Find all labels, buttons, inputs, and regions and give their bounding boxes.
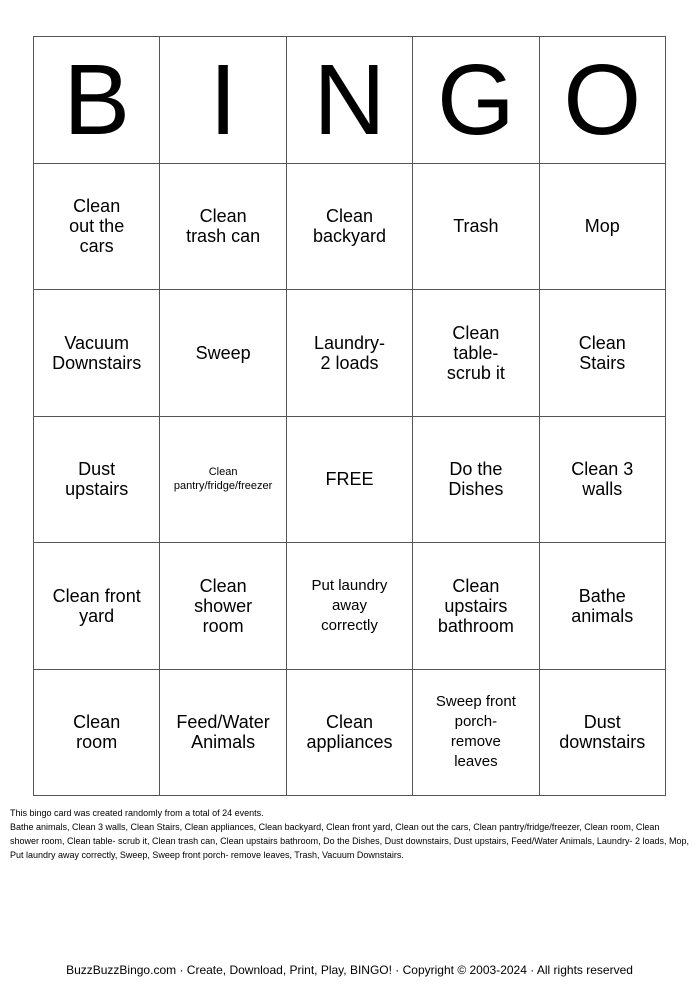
cell-label: Do the Dishes: [448, 459, 504, 500]
cell-label: Bathe animals: [571, 585, 634, 626]
bingo-cell: [287, 543, 413, 670]
bingo-cell: [540, 290, 666, 417]
cell-label: Mop: [584, 216, 620, 237]
header-g: G: [413, 37, 539, 164]
cell-label: Clean appliances: [306, 712, 393, 753]
bingo-cell: [287, 670, 413, 797]
header-n: N: [287, 37, 413, 164]
site-footer: BuzzBuzzBingo.com · Create, Download, Print, Play, BINGO! · Copyright © 2003-2024 · All rights reserved: [66, 963, 633, 977]
free-cell: [287, 417, 413, 544]
bingo-cell: [160, 543, 286, 670]
bingo-cell: [160, 417, 286, 544]
event-info: [10, 806, 690, 862]
bingo-cell: [287, 164, 413, 291]
cell-label: Laundry- 2 loads: [313, 332, 385, 373]
cell-label: Clean front yard: [52, 585, 141, 626]
cell-label: Sweep front porch- remove leaves: [435, 693, 516, 771]
bingo-cell: [34, 543, 160, 670]
cell-label: Clean Stairs: [578, 332, 626, 373]
cell-label: Dust downstairs: [559, 712, 646, 753]
bingo-cell: [413, 164, 539, 291]
cell-label: Clean shower room: [194, 575, 253, 636]
cell-label: Clean 3 walls: [571, 459, 634, 500]
bingo-cell: [34, 417, 160, 544]
header-b: B: [34, 37, 160, 164]
cell-label: Clean upstairs bathroom: [437, 575, 514, 636]
bingo-cell: [540, 417, 666, 544]
bingo-cell: [540, 670, 666, 797]
bingo-cell: [34, 670, 160, 797]
cell-label: Clean trash can: [186, 206, 261, 247]
bingo-cell: [160, 670, 286, 797]
cell-label: Trash: [453, 216, 499, 237]
cell-label: Clean out the cars: [69, 196, 125, 257]
cell-label: FREE: [325, 469, 374, 490]
bingo-cell: [540, 543, 666, 670]
bingo-cell: [413, 670, 539, 797]
bingo-cell: [34, 164, 160, 291]
cell-label: Clean pantry/fridge/freezer: [173, 466, 273, 493]
cell-label: Clean table- scrub it: [446, 322, 505, 383]
bingo-cell: [413, 290, 539, 417]
cell-label: Vacuum Downstairs: [52, 332, 142, 373]
bingo-cell: [413, 543, 539, 670]
bingo-cell: [413, 417, 539, 544]
cell-label: Put laundry away correctly: [311, 576, 388, 634]
cell-label: Feed/Water Animals: [176, 712, 270, 753]
cell-label: Sweep: [195, 342, 251, 363]
bingo-cell: [540, 164, 666, 291]
cell-label: Clean room: [73, 712, 121, 753]
header-o: O: [540, 37, 666, 164]
header-i: I: [160, 37, 286, 164]
bingo-cell: [34, 290, 160, 417]
bingo-card: [33, 36, 666, 796]
bingo-cell: [160, 290, 286, 417]
cell-label: Dust upstairs: [65, 459, 129, 500]
cell-label: Clean backyard: [312, 206, 386, 247]
event-list: Bathe animals, Clean 3 walls, Clean Stairs, Clean appliances, Clean backyard, Clean front yard, Clean out the cars, Clean pantry/fridge/freezer, Clean room, Clean shower room, Clean table- scrub it, Clean trash can, Clean upstairs bathroom, Do the Dishes, Dust downstairs, Dust upstairs, Feed/Water Animals, Laundry- 2 loads, Mop, Put laundry away correctly, Sweep, Sweep front porch- remove leaves, Trash, Vacuum Downstairs.: [10, 822, 689, 860]
bingo-cell: [160, 164, 286, 291]
bingo-cell: [287, 290, 413, 417]
event-summary: This bingo card was created randomly from a total of 24 events.: [10, 808, 264, 818]
